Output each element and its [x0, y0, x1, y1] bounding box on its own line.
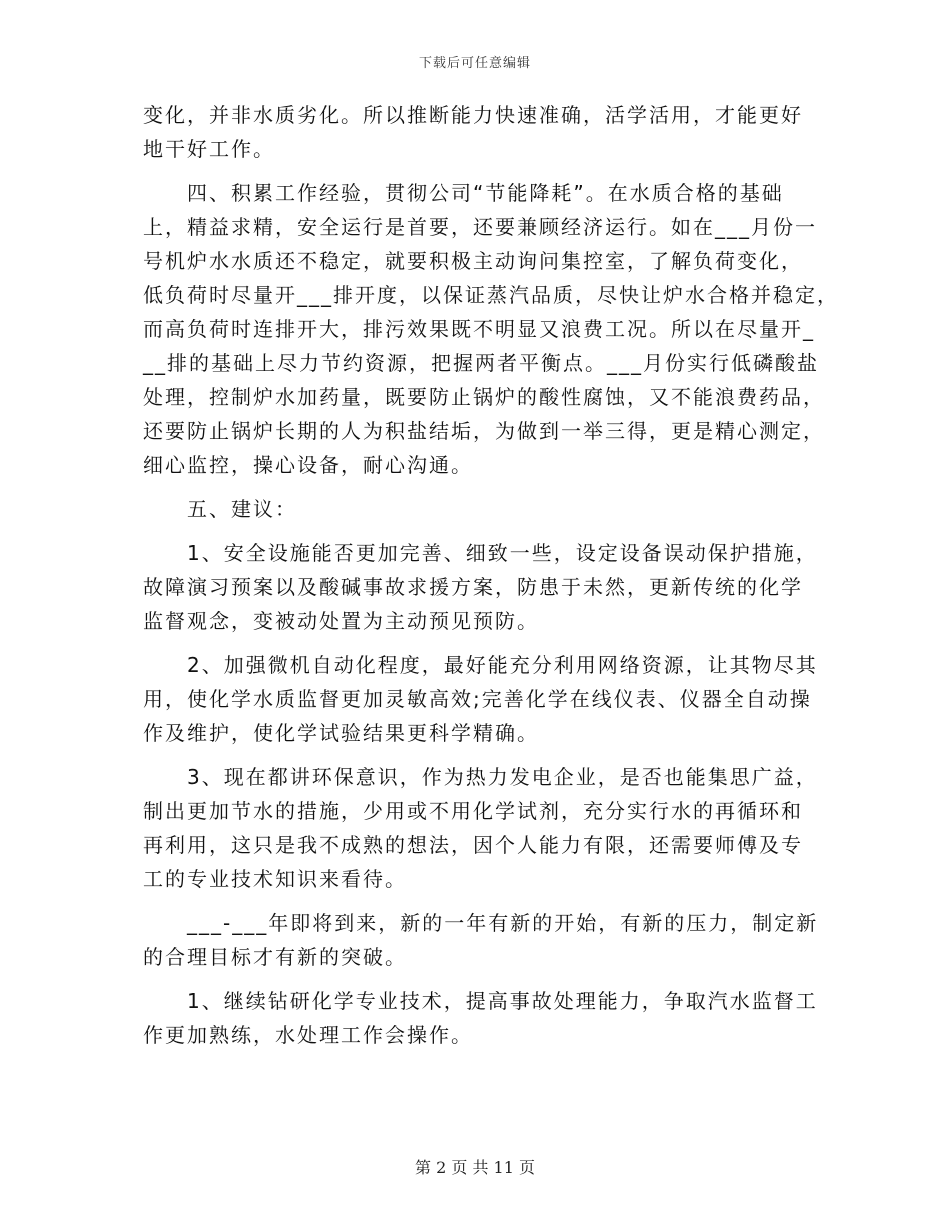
paragraph-suggestion-2 — [143, 648, 818, 750]
text-line: 再利用，这只是我不成熟的想法，因个人能力有限，还需要师傅及专 — [143, 833, 803, 857]
paragraph-new-year — [143, 906, 819, 974]
text-line: 1、继续钻研化学专业技术，提高事故处理能力，争取汽水监督工 — [187, 989, 818, 1013]
text-line: 号机炉水水质还不稳定，就要积极主动询问集控室，了解负荷变化， — [143, 249, 803, 273]
text-line: 制出更加节水的措施，少用或不用化学试剂，充分实行水的再循环和 — [143, 799, 803, 823]
text-line: 作更加熟练，水处理工作会操作。 — [143, 1023, 473, 1047]
document-body — [143, 98, 839, 1062]
text-line: 作及维护，使化学试验结果更科学精确。 — [143, 721, 539, 745]
page-number: 第 2 页 共 11 页 — [415, 1158, 535, 1177]
text-line: 故障演习预案以及酸碱事故求援方案，防患于未然，更新传统的化学 — [143, 575, 803, 599]
paragraph-plan-1 — [143, 984, 818, 1052]
section-heading-five: 五、建议： — [187, 497, 297, 521]
text-line: 工的专业技术知识来看待。 — [143, 867, 407, 891]
paragraph-conclusion — [143, 98, 811, 166]
paragraph-section-five-heading — [143, 492, 811, 526]
text-line: 上，精益求精，安全运行是首要，还要兼顾经济运行。如在___月份一 — [143, 215, 817, 239]
text-line: __排的基础上尽力节约资源，把握两者平衡点。___月份实行低磷酸盐 — [143, 351, 819, 375]
text-line: 而高负荷时连排开大，排污效果既不明显又浪费工况。所以在尽量开_ — [143, 317, 815, 341]
text-line: 处理，控制炉水加药量，既要防止锅炉的酸性腐蚀，又不能浪费药品， — [143, 385, 825, 409]
text-line: ___-___年即将到来，新的一年有新的开始，有新的压力，制定新 — [187, 911, 819, 935]
text-line: 低负荷时尽量开___排开度，以保证蒸汽品质，尽快让炉水合格并稳定， — [143, 283, 839, 307]
section-heading-four: 四、积累工作经验，贯彻公司“节能降耗”。在水质合格的基础 — [187, 181, 784, 205]
paragraph-suggestion-3 — [143, 760, 818, 896]
text-line: 细心监控，操心设备，耐心沟通。 — [143, 453, 473, 477]
page-header: 下载后可任意编辑 — [418, 56, 531, 71]
text-line: 的合理目标才有新的突破。 — [143, 945, 407, 969]
text-line: 2、加强微机自动化程度，最好能充分利用网络资源，让其物尽其 — [187, 653, 818, 677]
text-line: 3、现在都讲环保意识，作为热力发电企业，是否也能集思广益， — [187, 765, 818, 789]
text-line: 还要防止锅炉长期的人为积盐结垢，为做到一举三得，更是精心测定， — [143, 419, 825, 443]
paragraph-suggestion-1 — [143, 536, 818, 638]
text-line: 地干好工作。 — [143, 137, 275, 161]
text-line: 1、安全设施能否更加完善、细致一些，设定设备误动保护措施， — [187, 541, 818, 565]
paragraph-section-four — [143, 176, 839, 482]
text-line: 监督观念，变被动处置为主动预见预防。 — [143, 609, 539, 633]
text-line: 变化，并非水质劣化。所以推断能力快速准确，活学活用，才能更好 — [143, 103, 803, 127]
text-line: 用，使化学水质监督更加灵敏高效;完善化学在线仪表、仪器全自动操 — [143, 687, 812, 711]
